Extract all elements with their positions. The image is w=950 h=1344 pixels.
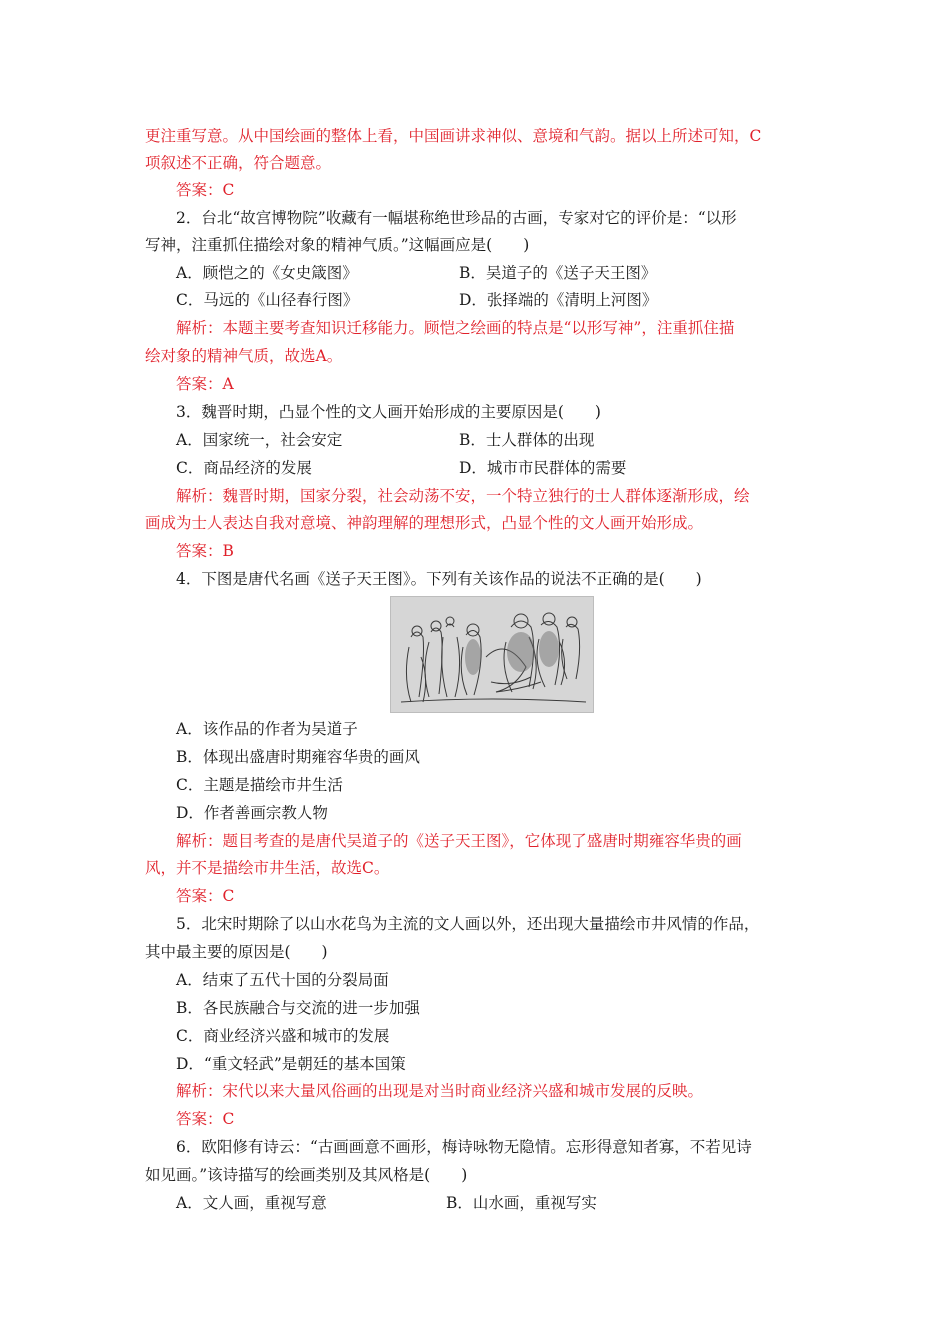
explanation-line: 解析：本题主要考查知识迁移能力。顾恺之绘画的特点是“以形写神”，注重抓住描 bbox=[176, 319, 735, 337]
question-5-option-b: B．各民族融合与交流的进一步加强 bbox=[176, 999, 420, 1017]
question-6-stem: 如见画。”该诗描写的绘画类别及其风格是( ) bbox=[145, 1166, 468, 1184]
explanation-line: 更注重写意。从中国绘画的整体上看，中国画讲求神似、意境和气韵。据以上所述可知，C bbox=[145, 127, 762, 145]
option-b: B．山水画，重视写实 bbox=[446, 1194, 597, 1212]
explanation-line: 风，并不是描绘市井生活，故选C。 bbox=[145, 859, 390, 877]
question-4-option-b: B．体现出盛唐时期雍容华贵的画风 bbox=[176, 748, 420, 766]
question-6-stem: 6．欧阳修有诗云：“古画画意不画形，梅诗咏物无隐情。忘形得意知者寡，不若见诗 bbox=[176, 1138, 752, 1156]
question-2-stem: 2．台北“故宫博物院”收藏有一幅堪称绝世珍品的古画，专家对它的评价是：“以形 bbox=[176, 209, 737, 227]
explanation-line: 绘对象的精神气质，故选A。 bbox=[145, 347, 343, 365]
question-2-options-row bbox=[176, 290, 856, 310]
painting-illustration bbox=[390, 596, 594, 713]
option-d: D．城市市民群体的需要 bbox=[459, 459, 627, 477]
question-3-options-row bbox=[176, 458, 856, 478]
answer-line: 答案：C bbox=[176, 181, 235, 199]
explanation-line: 项叙述不正确，符合题意。 bbox=[145, 154, 332, 172]
option-a: A．国家统一，社会安定 bbox=[176, 431, 343, 449]
option-c: C．马远的《山径春行图》 bbox=[176, 291, 359, 309]
question-3-stem: 3．魏晋时期，凸显个性的文人画开始形成的主要原因是( ) bbox=[176, 403, 601, 421]
answer-line: 答案：A bbox=[176, 375, 234, 393]
answer-line: 答案：B bbox=[176, 542, 234, 560]
question-5-stem: 其中最主要的原因是( ) bbox=[145, 943, 328, 961]
question-4-option-c: C．主题是描绘市井生活 bbox=[176, 776, 343, 794]
question-5-option-d: D．“重文轻武”是朝廷的基本国策 bbox=[176, 1055, 406, 1073]
painting-figures-image bbox=[391, 597, 594, 713]
question-5-option-c: C．商业经济兴盛和城市的发展 bbox=[176, 1027, 390, 1045]
explanation-line: 画成为士人表达自我对意境、神韵理解的理想形式，凸显个性的文人画开始形成。 bbox=[145, 514, 704, 532]
option-b: B．吴道子的《送子天王图》 bbox=[459, 264, 657, 282]
option-b: B．士人群体的出现 bbox=[459, 431, 595, 449]
question-3-options-row bbox=[176, 430, 856, 450]
answer-line: 答案：C bbox=[176, 1110, 235, 1128]
question-4-stem: 4．下图是唐代名画《送子天王图》。下列有关该作品的说法不正确的是( ) bbox=[176, 570, 702, 588]
question-5-option-a: A．结束了五代十国的分裂局面 bbox=[176, 971, 389, 989]
question-6-options-row bbox=[176, 1193, 856, 1213]
option-c: C．商品经济的发展 bbox=[176, 459, 312, 477]
question-2-options-row bbox=[176, 263, 856, 283]
explanation-line: 解析：宋代以来大量风俗画的出现是对当时商业经济兴盛和城市发展的反映。 bbox=[176, 1082, 704, 1100]
explanation-line: 解析：题目考查的是唐代吴道子的《送子天王图》，它体现了盛唐时期雍容华贵的画 bbox=[176, 832, 742, 850]
option-a: A．顾恺之的《女史箴图》 bbox=[176, 264, 358, 282]
option-a: A．文人画，重视写意 bbox=[176, 1194, 327, 1212]
question-5-stem: 5．北宋时期除了以山水花鸟为主流的文人画以外，还出现大量描绘市井风情的作品， bbox=[176, 915, 760, 933]
answer-line: 答案：C bbox=[176, 887, 235, 905]
question-4-option-a: A．该作品的作者为吴道子 bbox=[176, 720, 358, 738]
explanation-line: 解析：魏晋时期，国家分裂，社会动荡不安，一个特立独行的士人群体逐渐形成，绘 bbox=[176, 487, 750, 505]
question-2-stem: 写神，注重抓住描绘对象的精神气质。”这幅画应是( ) bbox=[145, 236, 530, 254]
question-4-option-d: D．作者善画宗教人物 bbox=[176, 804, 328, 822]
option-d: D．张择端的《清明上河图》 bbox=[459, 291, 658, 309]
